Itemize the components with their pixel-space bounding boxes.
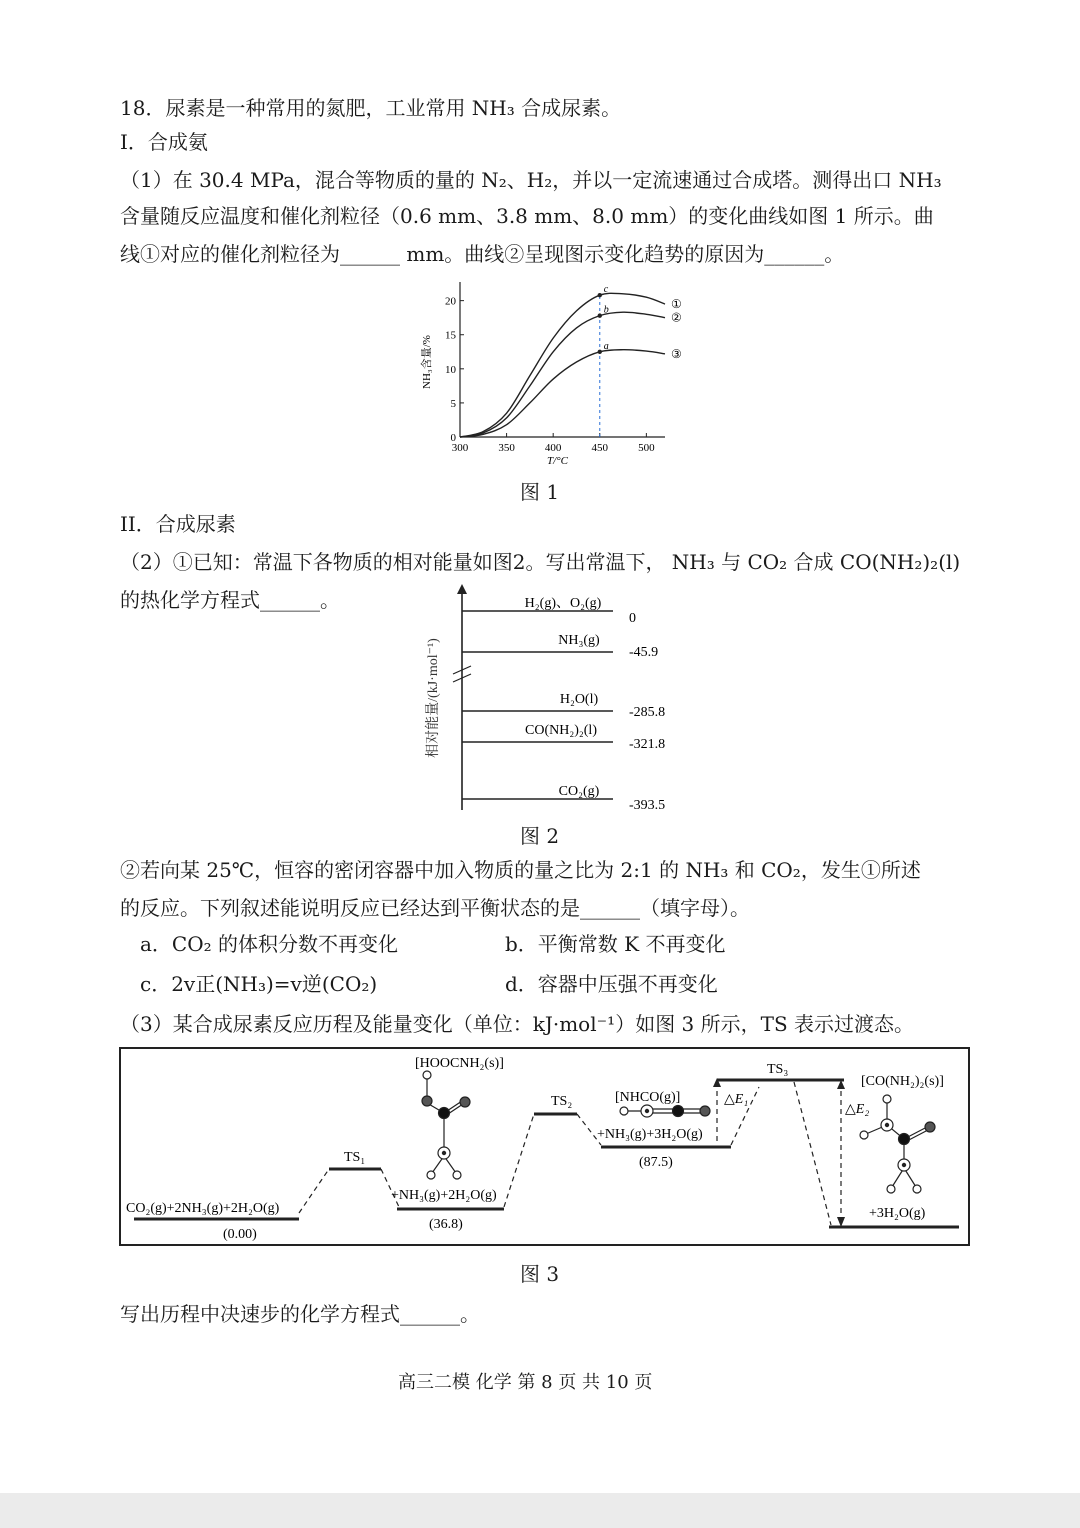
fig1-point-label-b: b [603,304,609,316]
fig3-int2-top: [NHCO(g)] [615,1090,681,1105]
fig1-curve-label-3: ③ [671,346,682,361]
fig3-de2: △E₂ [845,1102,870,1117]
fig3-int2-label: +NH₃(g)+3H₂O(g) [597,1127,703,1142]
option-c: c．2v正(NH₃)=v逆(CO₂) [140,972,378,996]
q1-line1: （1）在 30.4 MPa，混合等物质的量的 N₂、H₂，并以一定流速通过合成塔。测得出口 NH₃ [120,168,942,192]
figure2-diagram [415,582,705,818]
fig1-xtick-label: 300 [451,442,469,454]
part2-heading: II．合成尿素 [120,512,236,536]
fig2-value-1: -45.9 [629,645,659,660]
fig2-species-3: CO(NH₂)₂(l) [525,723,597,738]
q2-line1: （2）①已知：常温下各物质的相对能量如图2。写出常温下， NH₃ 与 CO₂ 合成 CO(NH₂)₂(l) [120,550,961,574]
q2b-line1: ②若向某 25℃，恒容的密闭容器中加入物质的量之比为 2:1 的 NH₃ 和 CO₂，发生①所述 [120,858,921,882]
fig1-point-b [598,313,602,317]
fig1-curve-label-1: ① [671,297,682,312]
q3-line1: （3）某合成尿素反应历程及能量变化（单位：kJ·mol⁻¹）如图 3 所示，TS 表示过渡态。 [120,1012,915,1036]
fig3-ts2: TS₂ [551,1094,573,1109]
fig1-curve-3 [460,350,665,437]
fig1-xtick-label: 500 [638,442,655,454]
figure1-caption: 图 1 [520,480,560,504]
fig1-curve-label-2: ② [671,310,682,325]
fig2-species-1: NH₃(g) [558,633,600,648]
q2b-line2: 的反应。下列叙述能说明反应已经达到平衡状态的是______（填字母）。 [120,896,750,920]
fig2-value-0: 0 [629,611,636,626]
fig2-species-4: CO₂(g) [558,784,600,799]
q1-line3: 线①对应的催化剂粒径为______ mm。曲线②呈现图示变化趋势的原因为______。 [120,242,845,266]
fig1-xtick-label: 450 [591,442,609,454]
fig3-int1-top: [HOOCNH₂(s)] [415,1056,504,1071]
fig3-int2-value: (87.5) [639,1155,673,1170]
fig2-value-2: -285.8 [629,705,666,720]
figure1-plot [419,282,682,467]
fig2-species-0: H₂(g)、O₂(g) [524,596,602,611]
q3-line2: 写出历程中决速步的化学方程式______。 [120,1302,480,1326]
fig1-ytick-label: 20 [445,295,456,308]
figure3-diagram [119,1047,971,1247]
fig3-start-label: CO₂(g)+2NH₃(g)+2H₂O(g) [126,1201,280,1216]
bottom-bar [0,1493,1080,1528]
fig1-point-c [598,293,602,297]
fig2-value-3: -321.8 [629,737,666,752]
fig1-ylabel: NH₃含量/% [421,335,433,389]
part1-heading: I．合成氨 [120,130,208,154]
option-b: b．平衡常数 K 不再变化 [505,932,726,956]
fig3-de1: △E₁ [724,1092,749,1107]
option-a: a．CO₂ 的体积分数不再变化 [140,932,398,956]
fig1-point-label-c: c [603,284,609,296]
question-title: 18．尿素是一种常用的氮肥，工业常用 NH₃ 合成尿素。 [120,96,622,120]
fig1-ytick-label: 5 [450,397,456,410]
fig1-ytick-label: 0 [450,432,456,444]
fig1-point-a [598,350,602,354]
fig2-species-2: H₂O(l) [559,692,599,707]
fig1-xtick-label: 350 [498,442,515,454]
fig1-ytick-label: 10 [445,363,456,376]
fig2-value-4: -393.5 [629,798,666,813]
fig3-product-top: [CO(NH₂)₂(s)] [861,1074,944,1089]
fig3-start-value: (0.00) [223,1227,257,1242]
page-footer: 高三二模 化学 第 8 页 共 10 页 [398,1372,653,1393]
fig3-int1-value: (36.8) [429,1217,463,1232]
fig2-ylabel: 相对能量/(kJ·mol⁻¹) [426,638,441,758]
q2-line2: 的热化学方程式______。 [120,588,340,612]
option-d: d．容器中压强不再变化 [505,972,718,996]
figure3-caption: 图 3 [520,1262,560,1286]
fig3-product-label: +3H₂O(g) [869,1206,926,1221]
q1-line2: 含量随反应温度和催化剂粒径（0.6 mm、3.8 mm、8.0 mm）的变化曲线如图 1 所示。曲 [120,204,934,228]
fig1-point-label-a: a [603,340,609,352]
fig3-int1-label: +NH₃(g)+2H₂O(g) [391,1188,497,1203]
fig1-curve-1 [460,293,665,437]
fig3-ts1: TS₁ [344,1150,366,1165]
fig1-ytick-label: 15 [445,329,456,342]
figure2-caption: 图 2 [520,824,560,848]
fig3-ts3: TS₃ [767,1062,789,1077]
fig1-curve-2 [460,312,665,437]
fig1-xlabel: T/°C [547,455,568,467]
figure1-chart [410,282,680,472]
fig1-xtick-label: 400 [544,442,562,454]
